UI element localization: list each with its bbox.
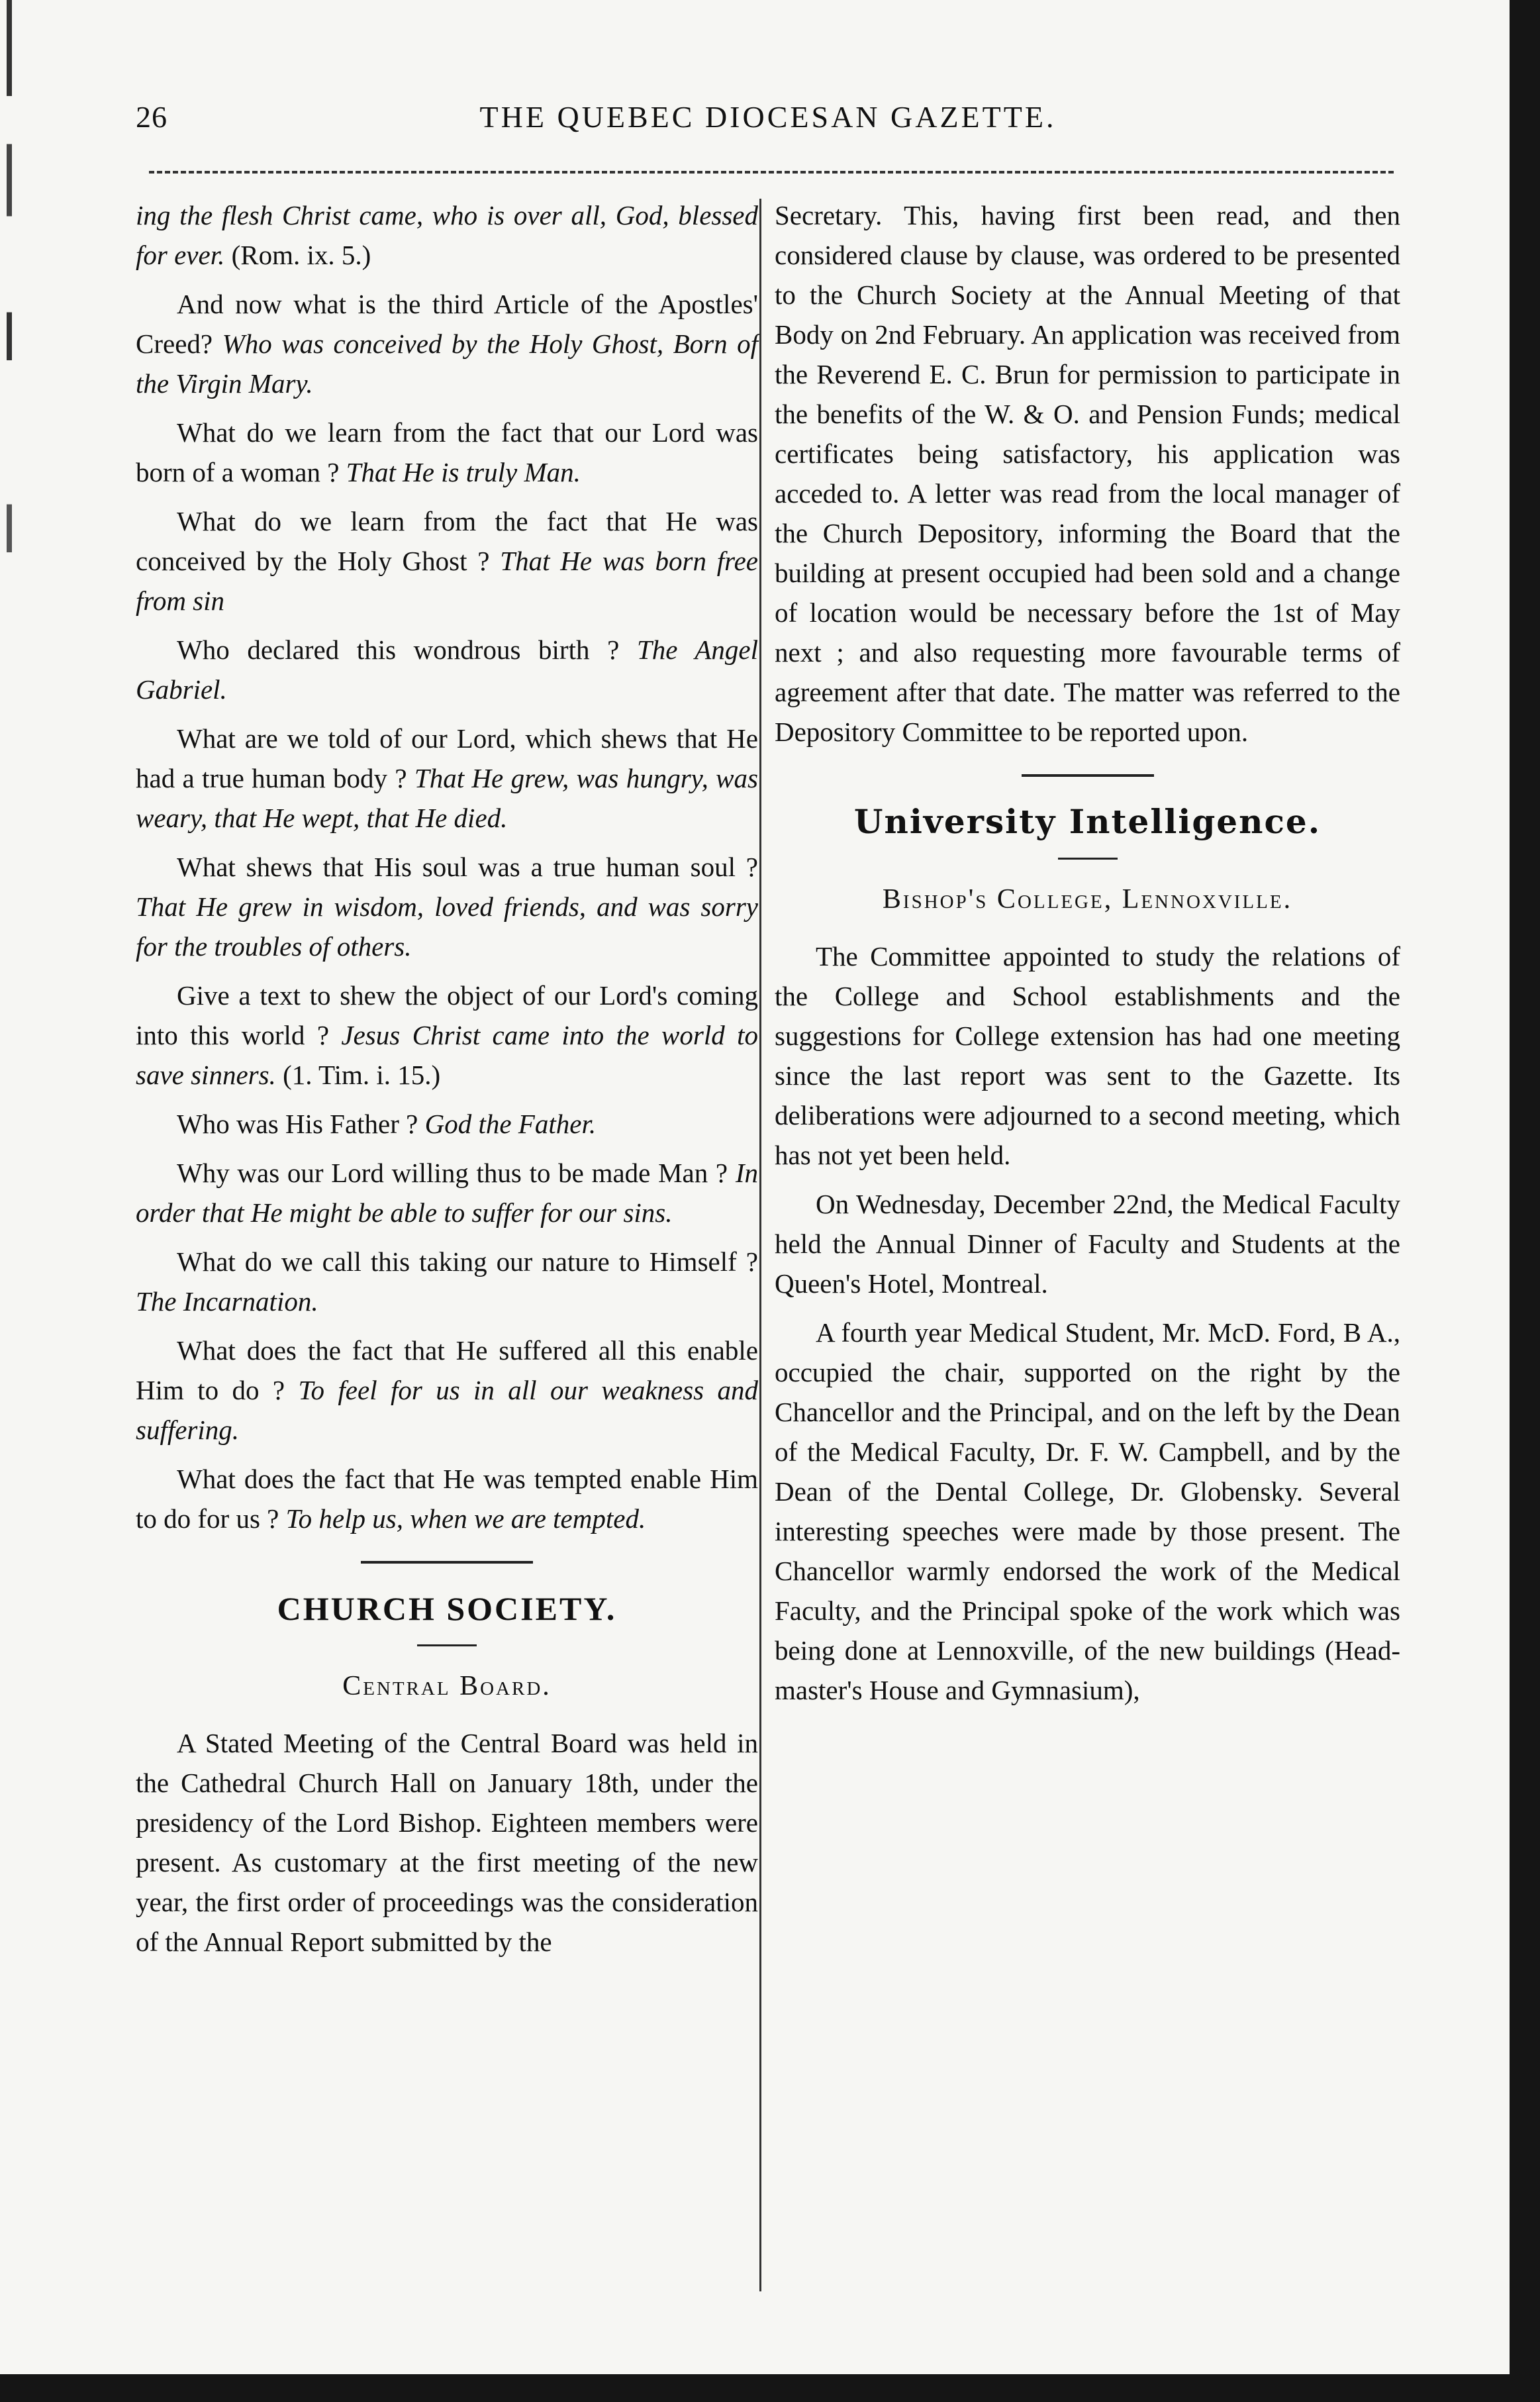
short-divider [1058, 858, 1118, 860]
column-divider [759, 199, 761, 2291]
left-column [136, 195, 758, 1971]
header-rule [149, 171, 1394, 174]
church-society-continuation: Secretary. This, having first been read, and then considered clause by clause, was ordered to be presented to the Church Society at the Annual Meeting of that Body on 2nd February. An application was received from the Reverend E. C. Brun for permission to participate in the benefits of the W. & O. and Pension Funds; medical certificates being satisfactory, his application was acceded to. A letter was read from the local manager of the Church Depository, informing the Board that the building at present occupied had been sold and a change of location would be necessary before the 1st of May next ; and also requesting more favourable terms of agreement after that date. The matter was referred to the Depository Committee to be reported upon. [775, 200, 1400, 747]
journal-title: THE QUEBEC DIOCESAN GAZETTE. [479, 100, 1057, 134]
catechism-paragraph: What shews that His soul was a true human soul ? That He grew in wisdom, loved friends, and was sorry for the troubles of others. [136, 852, 758, 962]
university-paragraph: On Wednesday, December 22nd, the Medical Faculty held the Annual Dinner of Faculty and Students at the Queen's Hotel, Montreal. [775, 1189, 1400, 1299]
catechism-paragraph: What does the fact that He was tempted enable Him to do for us ? To help us, when we are tempted. [136, 1464, 758, 1534]
catechism-paragraph: And now what is the third Article of the Apostles' Creed? Who was conceived by the Holy Ghost, Born of the Virgin Mary. [136, 289, 758, 399]
catechism-paragraph: Who declared this wondrous birth ? The Angel Gabriel. [136, 634, 758, 705]
bishops-college-subtitle: Bishop's College, Lennoxville. [882, 884, 1293, 915]
right-column [775, 195, 1400, 1719]
page-number: 26 [136, 100, 168, 134]
section-divider [1022, 774, 1154, 777]
university-intelligence-title: University Intelligence. [853, 802, 1322, 841]
catechism-paragraph: What are we told of our Lord, which shews that He had a true human body ? That He grew, was hungry, was weary, that He wept, that He died. [136, 723, 758, 833]
university-paragraph: A fourth year Medical Student, Mr. McD. Ford, B A., occupied the chair, supported on the right by the Chancellor and the Principal, and on the left by the Dean of the Medical Faculty, Dr. F. W. Campbell, and by the Dean of the Dental College, Dr. Globensky. Several interesting speeches were made by those present. The Chancellor warmly endorsed the work of the Medical Faculty, and the Principal spoke of the work which was being done at Lennoxville, of the new buildings (Head-master's House and Gymnasium), [775, 1317, 1400, 1705]
catechism-paragraph: What do we learn from the fact that He was conceived by the Holy Ghost ? That He was born free from sin [136, 506, 758, 616]
catechism-paragraph: What does the fact that He suffered all this enable Him to do ? To feel for us in all our weakness and suffering. [136, 1335, 759, 1445]
catechism-paragraph: Who was His Father ? God the Father. [177, 1109, 597, 1139]
church-society-title: CHURCH SOCIETY. [277, 1590, 617, 1627]
university-paragraph: The Committee appointed to study the relations of the College and School establishments and the suggestions for College extension has had one meeting since the last report was sent to the Gazette. Its deliberations were adjourned to a second meeting, which has not yet been held. [775, 941, 1400, 1170]
page-header [136, 93, 1400, 142]
scan-edge-left [7, 0, 12, 2402]
catechism-paragraph: Give a text to shew the object of our Lord's coming into this world ? Jesus Christ came into the world to save sinners. (1. Tim. i. 15.) [136, 980, 759, 1090]
scan-edge-bottom [0, 2374, 1540, 2402]
catechism-paragraph: Why was our Lord willing thus to be made Man ? In order that He might be able to suffer for our sins. [136, 1158, 758, 1228]
catechism-paragraph: What do we learn from the fact that our Lord was born of a woman ? That He is truly Man. [136, 417, 758, 487]
central-board-subtitle: Central Board. [342, 1671, 552, 1701]
scan-edge-right [1510, 0, 1540, 2402]
catechism-paragraph: ing the flesh Christ came, who is over all, God, blessed for ever. (Rom. ix. 5.) [136, 200, 758, 270]
catechism-paragraph: What do we call this taking our nature to Himself ? The Incarnation. [136, 1246, 758, 1317]
section-divider [361, 1561, 533, 1564]
short-divider [417, 1644, 477, 1646]
church-society-paragraph: A Stated Meeting of the Central Board was held in the Cathedral Church Hall on January 18th, under the presidency of the Lord Bishop. Eighteen members were present. As customary at the first meeting of the new year, the first order of proceedings was the consideration of the Annual Report submitted by the [136, 1728, 758, 1957]
